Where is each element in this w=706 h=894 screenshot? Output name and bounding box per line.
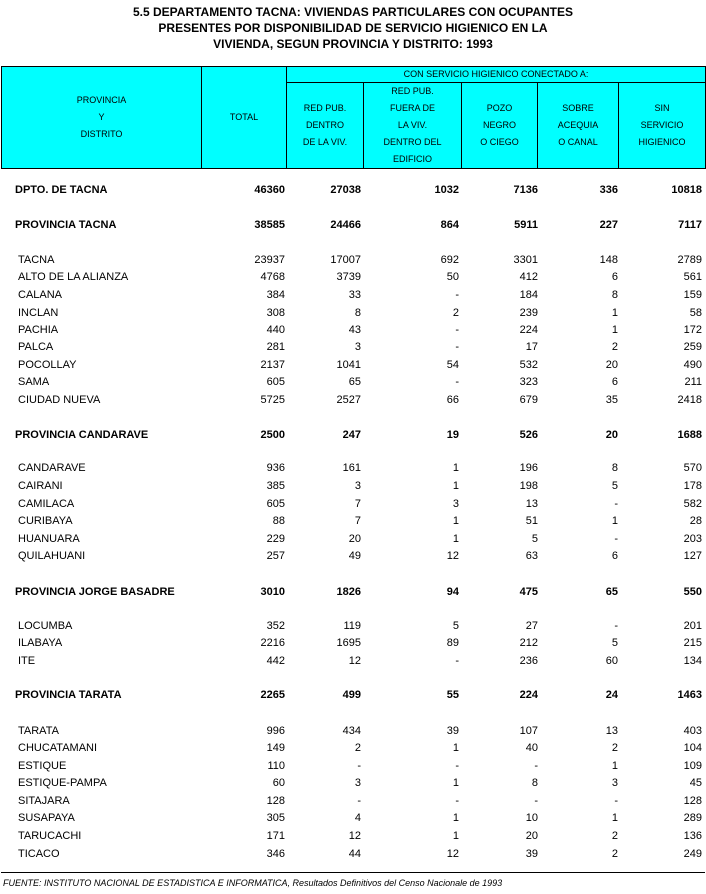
row-value: 149: [266, 742, 285, 754]
row-value: 44: [348, 848, 361, 860]
row-value: -: [357, 760, 361, 772]
row-value: 526: [519, 429, 538, 441]
table-row: [1, 322, 705, 338]
row-value: 352: [266, 620, 285, 632]
row-value: 3010: [260, 586, 285, 598]
row-value: 996: [266, 725, 285, 737]
row-value: 490: [683, 359, 702, 371]
row-value: 39: [446, 725, 459, 737]
row-value: 5911: [514, 219, 538, 231]
row-value: 10818: [671, 184, 702, 196]
row-value: 65: [605, 586, 618, 598]
row-value: 12: [446, 550, 459, 562]
title-line-3: VIVIENDA, SEGUN PROVINCIA Y DISTRITO: 1993: [213, 37, 493, 51]
row-value: 136: [683, 830, 702, 842]
row-value: 212: [519, 637, 538, 649]
row-value: 7: [354, 515, 361, 527]
row-value: 7117: [678, 219, 702, 231]
table-row: [1, 810, 705, 826]
row-value: 8: [354, 307, 361, 319]
row-value: -: [614, 620, 618, 632]
row-value: -: [455, 289, 459, 301]
row-label: LOCUMBA: [18, 620, 73, 632]
row-value: 211: [684, 376, 702, 388]
row-value: 10: [525, 812, 538, 824]
row-value: 5725: [260, 394, 285, 406]
header-red-pub-fuera: RED PUB. FUERA DE LA VIV. DENTRO DEL EDIFICIO: [364, 83, 462, 169]
header-red-pub-dentro: RED PUB. DENTRO DE LA VIV.: [287, 83, 364, 169]
row-value: 2137: [260, 359, 285, 371]
row-value: 54: [446, 359, 459, 371]
table-title: [0, 4, 706, 52]
row-value: -: [614, 498, 618, 510]
row-value: 2216: [260, 637, 285, 649]
row-value: 1032: [434, 184, 459, 196]
row-value: 2: [452, 307, 459, 319]
row-value: 561: [683, 271, 702, 283]
row-value: 12: [348, 655, 361, 667]
row-value: 161: [342, 462, 361, 474]
row-label: SITAJARA: [18, 795, 70, 807]
row-value: 440: [266, 324, 285, 336]
row-value: 65: [348, 376, 361, 388]
row-value: 201: [683, 620, 702, 632]
header-group: CON SERVICIO HIGIENICO CONECTADO A:: [287, 67, 706, 83]
row-value: 107: [519, 725, 538, 737]
row-value: 20: [525, 830, 538, 842]
table-row: [1, 339, 705, 355]
row-value: 236: [519, 655, 538, 667]
row-value: 6: [611, 550, 618, 562]
row-value: 134: [683, 655, 702, 667]
table-row: [1, 357, 705, 373]
row-label: QUILAHUANI: [18, 550, 86, 562]
table-row: [1, 758, 705, 774]
row-value: 24: [605, 689, 618, 701]
table-row: [1, 635, 705, 651]
table-row-total: [1, 584, 705, 600]
table-row: [1, 269, 705, 285]
row-value: 184: [519, 289, 538, 301]
row-value: 570: [683, 462, 702, 474]
row-value: 2: [611, 742, 618, 754]
row-label: TARUCACHI: [18, 830, 82, 842]
table-row-total: [1, 427, 705, 443]
row-value: 412: [519, 271, 538, 283]
row-label: PROVINCIA CANDARAVE: [15, 429, 149, 441]
row-value: 39: [525, 848, 538, 860]
row-value: 7: [354, 498, 361, 510]
row-value: -: [534, 795, 538, 807]
row-value: 7136: [513, 184, 538, 196]
header-total: TOTAL: [202, 67, 287, 169]
row-value: 6: [611, 376, 618, 388]
source-footnote: FUENTE: INSTITUTO NACIONAL DE ESTADISTICA E INFORMATICA, Resultados Definitivos del Censo Nacionale de 1993: [3, 878, 503, 888]
row-value: -: [455, 655, 459, 667]
table-row: [1, 478, 705, 494]
row-value: 323: [519, 376, 538, 388]
row-value: 249: [683, 848, 702, 860]
row-value: 20: [605, 359, 618, 371]
row-value: 12: [446, 848, 459, 860]
row-value: 403: [683, 725, 702, 737]
row-value: 2418: [677, 394, 702, 406]
table-row: [1, 775, 705, 791]
row-value: -: [357, 795, 361, 807]
row-value: 51: [525, 515, 538, 527]
table-row: [1, 828, 705, 844]
table-row-total: [1, 182, 705, 198]
row-value: 239: [519, 307, 538, 319]
row-value: 308: [266, 307, 285, 319]
footer-divider: [1, 872, 705, 873]
row-value: 224: [519, 324, 538, 336]
row-value: 3: [452, 498, 459, 510]
row-value: 346: [266, 848, 285, 860]
row-value: 224: [519, 689, 538, 701]
row-value: 5: [611, 637, 618, 649]
table-row: [1, 793, 705, 809]
row-value: 20: [348, 533, 361, 545]
row-label: ESTIQUE-PAMPA: [18, 777, 107, 789]
row-value: 2: [354, 742, 361, 754]
row-value: 1: [452, 830, 459, 842]
row-value: 35: [605, 394, 618, 406]
row-value: 1826: [336, 586, 361, 598]
row-value: -: [534, 760, 538, 772]
row-value: 63: [525, 550, 538, 562]
row-value: 1: [452, 533, 459, 545]
row-value: 46360: [254, 184, 285, 196]
row-value: 384: [266, 289, 285, 301]
row-value: 13: [605, 725, 618, 737]
row-value: 88: [272, 515, 285, 527]
row-label: SUSAPAYA: [18, 812, 75, 824]
row-value: 198: [519, 480, 538, 492]
row-label: PACHIA: [18, 324, 59, 336]
row-value: 13: [525, 498, 538, 510]
table-row-total: [1, 687, 705, 703]
row-value: 305: [266, 812, 285, 824]
row-label: PROVINCIA JORGE BASADRE: [15, 586, 175, 598]
row-value: 119: [343, 620, 361, 632]
row-label: PALCA: [18, 341, 54, 353]
row-value: 50: [446, 271, 459, 283]
row-value: 94: [446, 586, 459, 598]
row-value: 38585: [254, 219, 285, 231]
row-value: 289: [683, 812, 702, 824]
row-value: -: [455, 795, 459, 807]
row-value: 104: [683, 742, 702, 754]
row-value: 27038: [330, 184, 361, 196]
row-value: 247: [342, 429, 361, 441]
table-row: [1, 496, 705, 512]
row-label: CANDARAVE: [18, 462, 86, 474]
row-label: CHUCATAMANI: [18, 742, 98, 754]
row-value: 475: [519, 586, 538, 598]
row-label: TICACO: [18, 848, 60, 860]
row-value: 1: [611, 515, 618, 527]
row-value: 196: [519, 462, 538, 474]
title-line-1: 5.5 DEPARTAMENTO TACNA: VIVIENDAS PARTICULARES CON OCUPANTES: [132, 5, 574, 19]
row-value: 2789: [677, 254, 702, 266]
row-value: 229: [266, 533, 285, 545]
row-value: 5: [611, 480, 618, 492]
row-value: 1463: [677, 689, 702, 701]
row-label: ILABAYA: [18, 637, 63, 649]
row-value: 8: [611, 289, 618, 301]
row-label: CIUDAD NUEVA: [18, 394, 101, 406]
title-line-2: PRESENTES POR DISPONIBILIDAD DE SERVICIO HIGIENICO EN LA: [158, 21, 548, 35]
row-value: 3: [611, 777, 618, 789]
row-value: 4: [354, 812, 361, 824]
row-value: 1: [452, 812, 459, 824]
row-value: 6: [611, 271, 618, 283]
row-value: 12: [348, 830, 361, 842]
row-value: 45: [689, 777, 702, 789]
row-label: TACNA: [18, 254, 55, 266]
row-value: 1: [611, 812, 618, 824]
row-value: 336: [599, 184, 618, 196]
row-label: DPTO. DE TACNA: [15, 184, 108, 196]
row-value: 605: [266, 376, 285, 388]
table-row: [1, 392, 705, 408]
row-value: -: [455, 341, 459, 353]
row-value: 1: [452, 515, 459, 527]
row-value: 27: [525, 620, 538, 632]
row-value: 499: [342, 689, 361, 701]
row-value: 43: [348, 324, 361, 336]
table-row: [1, 252, 705, 268]
row-value: 178: [683, 480, 702, 492]
row-value: 2265: [260, 689, 285, 701]
row-value: 8: [531, 777, 538, 789]
row-value: 1041: [336, 359, 361, 371]
row-value: 49: [348, 550, 361, 562]
row-value: 127: [683, 550, 702, 562]
row-label: CURIBAYA: [18, 515, 73, 527]
row-label: CAMILACA: [18, 498, 75, 510]
row-label: CAIRANI: [18, 480, 63, 492]
row-value: 3739: [336, 271, 361, 283]
table-header: [1, 66, 706, 169]
row-value: 33: [348, 289, 361, 301]
row-value: 5: [452, 620, 459, 632]
row-value: 40: [525, 742, 538, 754]
row-label: TARATA: [18, 725, 59, 737]
row-value: 1: [452, 777, 459, 789]
row-value: 227: [599, 219, 618, 231]
row-label: INCLAN: [18, 307, 59, 319]
row-value: 89: [446, 637, 459, 649]
row-value: 582: [683, 498, 702, 510]
row-value: -: [455, 324, 459, 336]
row-value: 385: [266, 480, 285, 492]
row-value: 864: [440, 219, 459, 231]
header-sin-servicio: SIN SERVICIO HIGIENICO: [619, 83, 706, 169]
table-row: [1, 513, 705, 529]
row-value: 3: [354, 777, 361, 789]
table-row: [1, 846, 705, 862]
row-value: 19: [446, 429, 459, 441]
row-label: CALANA: [18, 289, 63, 301]
table-row: [1, 723, 705, 739]
table-row: [1, 548, 705, 564]
row-value: 1: [611, 324, 618, 336]
table-row: [1, 653, 705, 669]
row-value: 128: [683, 795, 702, 807]
row-value: 60: [272, 777, 285, 789]
row-value: 3301: [513, 254, 538, 266]
row-value: 172: [683, 324, 702, 336]
row-value: 2: [611, 830, 618, 842]
row-value: 8: [611, 462, 618, 474]
row-label: ALTO DE LA ALIANZA: [18, 271, 129, 283]
row-value: 257: [266, 550, 285, 562]
row-value: 1: [452, 742, 459, 754]
row-value: 2: [611, 848, 618, 860]
row-value: 55: [446, 689, 459, 701]
row-value: 605: [266, 498, 285, 510]
row-value: 281: [266, 341, 285, 353]
row-value: 679: [519, 394, 538, 406]
row-value: -: [455, 376, 459, 388]
row-value: 442: [266, 655, 285, 667]
row-value: 3: [354, 480, 361, 492]
row-value: 128: [266, 795, 285, 807]
table-row: [1, 287, 705, 303]
row-value: 1688: [677, 429, 702, 441]
row-value: 1: [452, 462, 459, 474]
row-label: ITE: [18, 655, 36, 667]
row-value: 17: [525, 341, 538, 353]
row-value: 28: [689, 515, 702, 527]
row-label: PROVINCIA TARATA: [15, 689, 122, 701]
row-value: 532: [519, 359, 538, 371]
row-value: 203: [683, 533, 702, 545]
row-value: -: [614, 795, 618, 807]
row-value: 5: [531, 533, 538, 545]
row-label: PROVINCIA TACNA: [15, 219, 117, 231]
row-value: 215: [683, 637, 702, 649]
row-value: -: [614, 533, 618, 545]
row-value: 109: [683, 760, 702, 772]
row-value: 148: [599, 254, 618, 266]
row-value: 692: [440, 254, 459, 266]
row-label: HUANUARA: [18, 533, 80, 545]
row-value: 23937: [254, 254, 285, 266]
row-value: 434: [342, 725, 361, 737]
row-value: 550: [683, 586, 702, 598]
row-value: 3: [354, 341, 361, 353]
row-value: 66: [446, 394, 459, 406]
row-value: 2500: [260, 429, 285, 441]
row-value: 24466: [330, 219, 361, 231]
row-value: 1: [611, 307, 618, 319]
row-value: 2: [611, 341, 618, 353]
row-value: 58: [689, 307, 702, 319]
header-sobre-acequia: SOBRE ACEQUIA O CANAL: [538, 83, 619, 169]
row-value: -: [455, 760, 459, 772]
row-value: 110: [267, 760, 285, 772]
row-value: 17007: [330, 254, 361, 266]
table-row-total: [1, 217, 705, 233]
row-value: 259: [683, 341, 702, 353]
table-row: [1, 305, 705, 321]
table-row: [1, 531, 705, 547]
table-row: [1, 740, 705, 756]
row-label: POCOLLAY: [18, 359, 77, 371]
row-value: 20: [605, 429, 618, 441]
table-row: [1, 460, 705, 476]
row-value: 936: [266, 462, 285, 474]
row-value: 1695: [336, 637, 361, 649]
row-label: ESTIQUE: [18, 760, 67, 772]
row-value: 4768: [260, 271, 285, 283]
row-value: 1: [611, 760, 618, 772]
header-pozo-negro: POZO NEGRO O CIEGO: [462, 83, 538, 169]
row-value: 60: [605, 655, 618, 667]
table-row: [1, 374, 705, 390]
header-provincia: PROVINCIA Y DISTRITO: [2, 67, 202, 169]
row-value: 171: [266, 830, 285, 842]
row-value: 1: [452, 480, 459, 492]
row-label: SAMA: [18, 376, 50, 388]
row-value: 2527: [336, 394, 361, 406]
row-value: 159: [683, 289, 702, 301]
table-row: [1, 618, 705, 634]
